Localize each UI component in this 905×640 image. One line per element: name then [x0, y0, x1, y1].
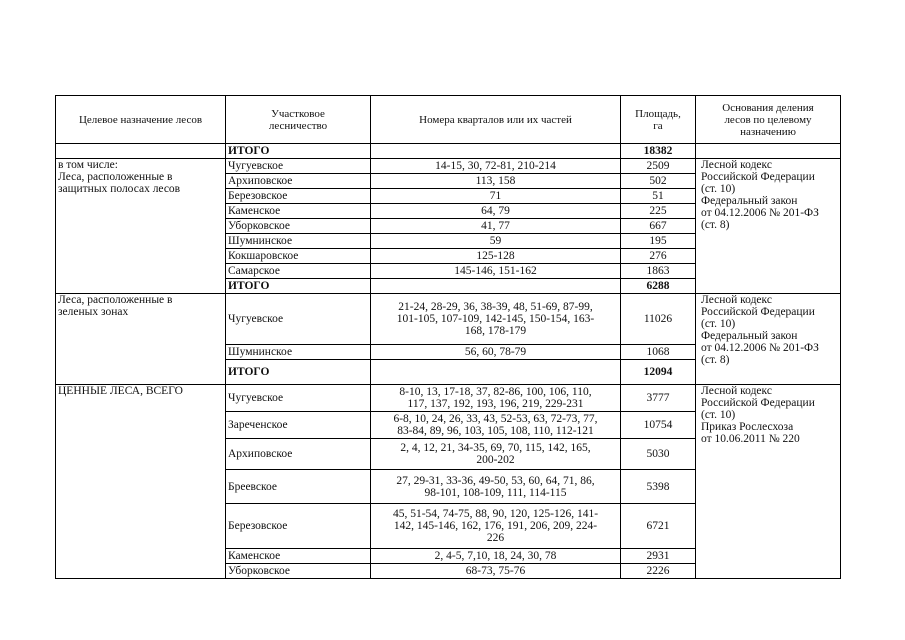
table-row	[56, 385, 841, 412]
section2-purpose: Леса, расположенные в зеленых зонах	[56, 294, 226, 385]
quarters-cell: 21-24, 28-29, 36, 38-39, 48, 51-69, 87-99, 101-105, 107-109, 142-145, 150-154, 163- 168, 178-179	[371, 294, 621, 345]
forest-purpose-table	[55, 95, 841, 579]
quarters-cell: 6-8, 10, 24, 26, 33, 43, 52-53, 63, 72-73, 77, 83-84, 89, 96, 103, 105, 108, 110, 112-121	[371, 412, 621, 439]
area-cell: 1068	[621, 345, 696, 360]
area-cell: 11026	[621, 294, 696, 345]
section2-basis: Лесной кодекс Российской Федерации (ст. 10) Федеральный закон от 04.12.2006 № 201-ФЗ (ст. 8)	[696, 294, 841, 385]
header-quarters: Номера кварталов или их частей	[371, 96, 621, 144]
total-label: ИТОГО	[226, 144, 371, 159]
forestry-cell: Березовское	[226, 189, 371, 204]
header-forestry: Участковое лесничество	[226, 96, 371, 144]
table-body	[56, 144, 841, 579]
quarters-cell: 27, 29-31, 33-36, 49-50, 53, 60, 64, 71, 86, 98-101, 108-109, 111, 114-115	[371, 470, 621, 504]
area-cell: 6721	[621, 504, 696, 549]
area-cell: 502	[621, 174, 696, 189]
total-area: 18382	[621, 144, 696, 159]
quarters-cell: 64, 79	[371, 204, 621, 219]
cell-empty	[371, 360, 621, 385]
forestry-cell: Зареченское	[226, 412, 371, 439]
table-row	[56, 294, 841, 345]
quarters-cell: 113, 158	[371, 174, 621, 189]
forestry-cell: Кокшаровское	[226, 249, 371, 264]
area-cell: 3777	[621, 385, 696, 412]
area-cell: 2226	[621, 564, 696, 579]
cell-empty	[371, 144, 621, 159]
quarters-cell: 59	[371, 234, 621, 249]
forestry-cell: Уборковское	[226, 219, 371, 234]
section-total-area: 6288	[621, 279, 696, 294]
forestry-cell: Бреевское	[226, 470, 371, 504]
quarters-cell: 14-15, 30, 72-81, 210-214	[371, 159, 621, 174]
forestry-cell: Уборковское	[226, 564, 371, 579]
header-basis: Основания деления лесов по целевому назначению	[696, 96, 841, 144]
area-cell: 5398	[621, 470, 696, 504]
forestry-cell: Березовское	[226, 504, 371, 549]
area-cell: 5030	[621, 439, 696, 470]
forestry-cell: Каменское	[226, 204, 371, 219]
area-cell: 10754	[621, 412, 696, 439]
cell-empty	[56, 144, 226, 159]
section-total-area: 12094	[621, 360, 696, 385]
forestry-cell: Архиповское	[226, 174, 371, 189]
forestry-cell: Каменское	[226, 549, 371, 564]
header-area: Площадь, га	[621, 96, 696, 144]
area-cell: 225	[621, 204, 696, 219]
table-row	[56, 159, 841, 174]
forestry-cell: Шумнинское	[226, 345, 371, 360]
area-cell: 195	[621, 234, 696, 249]
section1-purpose: в том числе: Леса, расположенные в защитных полосах лесов	[56, 159, 226, 294]
forestry-cell: Чугуевское	[226, 294, 371, 345]
section3-purpose: ЦЕННЫЕ ЛЕСА, ВСЕГО	[56, 385, 226, 579]
forestry-cell: Самарское	[226, 264, 371, 279]
forestry-cell: Шумнинское	[226, 234, 371, 249]
forestry-cell: Архиповское	[226, 439, 371, 470]
section-total-label: ИТОГО	[226, 360, 371, 385]
section-total-label: ИТОГО	[226, 279, 371, 294]
area-cell: 276	[621, 249, 696, 264]
area-cell: 1863	[621, 264, 696, 279]
area-cell: 51	[621, 189, 696, 204]
section3-basis: Лесной кодекс Российской Федерации (ст. 10) Приказ Рослесхоза от 10.06.2011 № 220	[696, 385, 841, 579]
quarters-cell: 71	[371, 189, 621, 204]
quarters-cell: 2, 4, 12, 21, 34-35, 69, 70, 115, 142, 165, 200-202	[371, 439, 621, 470]
header-purpose: Целевое назначение лесов	[56, 96, 226, 144]
forestry-cell: Чугуевское	[226, 385, 371, 412]
area-cell: 667	[621, 219, 696, 234]
grand-total-row	[56, 144, 841, 159]
area-cell: 2509	[621, 159, 696, 174]
quarters-cell: 68-73, 75-76	[371, 564, 621, 579]
cell-empty	[371, 279, 621, 294]
forestry-cell: Чугуевское	[226, 159, 371, 174]
quarters-cell: 145-146, 151-162	[371, 264, 621, 279]
quarters-cell: 125-128	[371, 249, 621, 264]
quarters-cell: 45, 51-54, 74-75, 88, 90, 120, 125-126, 141- 142, 145-146, 162, 176, 191, 206, 209, 224- 226	[371, 504, 621, 549]
quarters-cell: 41, 77	[371, 219, 621, 234]
cell-empty	[696, 144, 841, 159]
quarters-cell: 56, 60, 78-79	[371, 345, 621, 360]
quarters-cell: 2, 4-5, 7,10, 18, 24, 30, 78	[371, 549, 621, 564]
section1-basis: Лесной кодекс Российской Федерации (ст. 10) Федеральный закон от 04.12.2006 № 201-ФЗ (ст. 8)	[696, 159, 841, 294]
quarters-cell: 8-10, 13, 17-18, 37, 82-86, 100, 106, 110, 117, 137, 192, 193, 196, 219, 229-231	[371, 385, 621, 412]
area-cell: 2931	[621, 549, 696, 564]
